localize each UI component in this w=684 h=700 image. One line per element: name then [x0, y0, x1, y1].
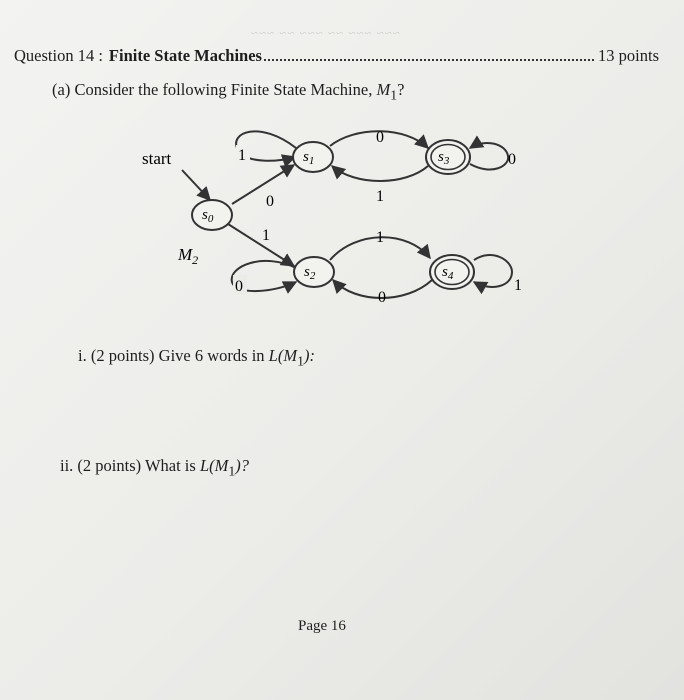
state-s3-accepting	[426, 140, 470, 174]
label-s0-s2: 1	[262, 227, 270, 244]
fsm-diagram	[130, 120, 550, 310]
label-s4-s4: 1	[514, 277, 522, 294]
svg-text:s3: $s_3$	[438, 149, 450, 167]
state-s0	[192, 200, 232, 230]
start-label: start	[142, 149, 172, 168]
state-s1	[293, 142, 333, 172]
question-title: Finite State Machines	[108, 46, 262, 65]
transition-s0-s1	[232, 165, 294, 204]
state-s4-accepting	[430, 255, 474, 289]
part-a-suffix: ?	[397, 80, 405, 99]
label-s3-s3: 0	[508, 151, 516, 168]
transition-s3-s1	[332, 166, 428, 181]
label-s0-s1: 0	[266, 193, 274, 210]
question-number: Question 14 :	[14, 46, 103, 65]
svg-text:s0: $s_0$	[202, 207, 214, 225]
svg-text:s4: $s_4$	[442, 264, 454, 282]
machine-subscript: 1	[390, 87, 398, 103]
part-a-prompt	[52, 80, 404, 103]
sub-ii-text: (2 points) What is	[77, 456, 196, 475]
label-s4-s2: 0	[378, 289, 386, 306]
machine-name: M	[376, 80, 391, 99]
transition-s3-s3	[470, 143, 508, 170]
label-s2-s4: 1	[376, 229, 384, 246]
sub-i-language: L(M	[268, 346, 298, 365]
label-s3-s1: 1	[376, 188, 384, 205]
label-s1-s3: 0	[376, 129, 384, 146]
label-s1-s1: 1	[238, 147, 246, 164]
sub-i-label: i.	[78, 346, 87, 365]
sub-i-text: (2 points) Give 6 words in	[90, 346, 265, 365]
transition-s4-s4	[474, 255, 512, 287]
sub-ii-label: ii.	[60, 456, 74, 475]
start-arrow	[182, 170, 210, 200]
question-points: 13 points	[598, 46, 659, 65]
sub-question-i: i. (2 points) Give 6 words in $L(M_1)$:	[78, 346, 315, 369]
state-s2	[294, 257, 334, 287]
sub-ii-language: L(M	[199, 456, 229, 475]
svg-text:s1: $s_1$	[303, 149, 315, 167]
page-number: Page 16	[298, 618, 346, 634]
part-a-label: (a)	[52, 80, 71, 99]
question-header	[14, 46, 659, 66]
bleed-through-text: ~~~ ~~~ ~~ ~~~ ~~ ~~~	[250, 25, 400, 40]
part-a-text: Consider the following Finite State Machine,	[74, 80, 373, 99]
sub-question-ii: ii. (2 points) What is $L(M_1)$?	[60, 456, 249, 479]
m2-label: $M_2$	[178, 245, 199, 267]
transition-s0-s2	[228, 224, 294, 266]
svg-text:s2: $s_2$	[304, 264, 316, 282]
dot-leader	[264, 59, 594, 61]
label-s2-s2: 0	[235, 278, 243, 295]
